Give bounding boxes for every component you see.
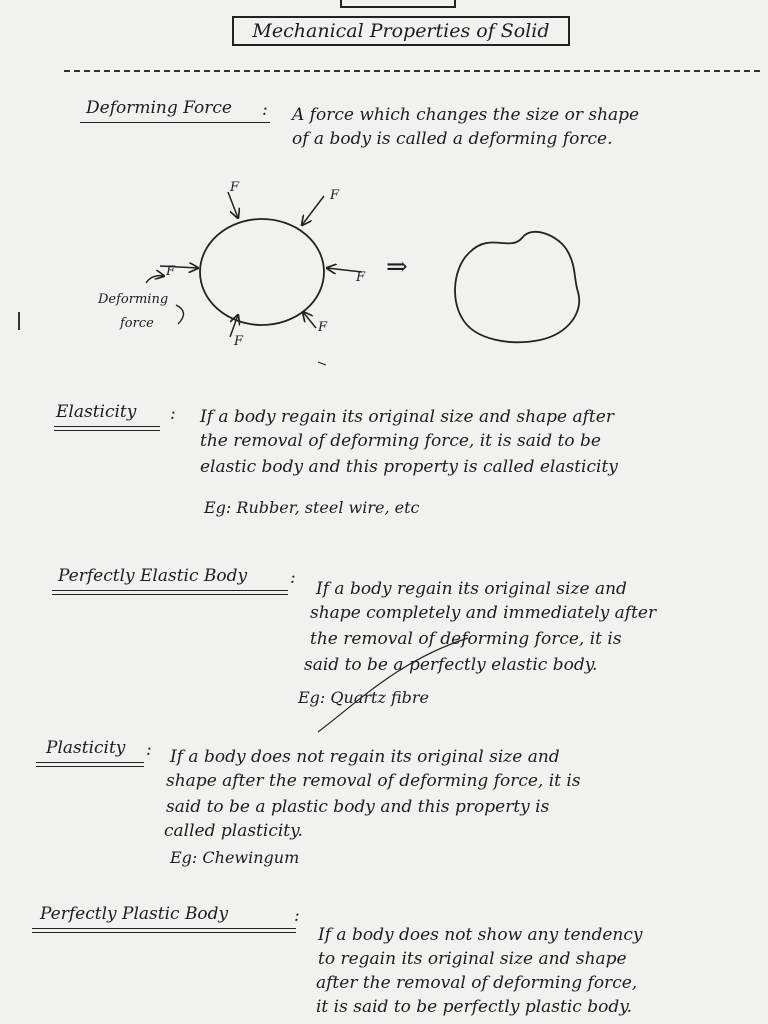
elasticity-example: Eg: Rubber, steel wire, etc	[204, 498, 420, 517]
annotation-force: force	[120, 316, 154, 331]
term-perfectly-plastic: Perfectly Plastic Body	[40, 904, 229, 924]
pl-line-4: called plasticity.	[164, 821, 303, 841]
term-perfectly-elastic: Perfectly Elastic Body	[58, 566, 248, 586]
deforming-line-2: of a body is called a deforming force.	[292, 129, 613, 149]
pl-example: Eg: Chewingum	[170, 848, 300, 867]
pl-line-2: shape after the removal of deforming force, it is	[166, 771, 581, 791]
pp-line-2: to regain its original size and shape	[318, 949, 627, 969]
term-deforming-force: Deforming Force	[86, 98, 232, 118]
force-label-2: F	[330, 188, 340, 203]
underline-pp-2	[32, 932, 296, 933]
pe-example: Eg: Quartz fibre	[298, 688, 429, 707]
pp-line-3: after the removal of deforming force,	[316, 973, 638, 993]
pe-line-2: shape completely and immediately after	[310, 603, 657, 623]
underline-pl-2	[36, 766, 144, 767]
pe-line-1: If a body regain its original size and	[316, 579, 627, 599]
elasticity-line-2: the removal of deforming force, it is said to be	[200, 431, 601, 451]
sep-perfectly-plastic: :	[294, 906, 300, 926]
transform-arrow: ⇒	[386, 252, 408, 282]
elasticity-line-3: elastic body and this property is called elasticity	[200, 457, 618, 477]
elasticity-line-1: If a body regain its original size and shape after	[200, 407, 614, 427]
pl-line-1: If a body does not regain its original size and	[170, 747, 560, 767]
sep-elasticity: :	[170, 404, 176, 424]
pl-line-3: said to be a plastic body and this property is	[166, 797, 550, 817]
annotation-deforming: Deforming	[98, 292, 169, 307]
force-label-3: F	[166, 264, 176, 279]
force-label-1: F	[230, 180, 240, 195]
deforming-line-1: A force which changes the size or shape	[292, 105, 640, 125]
pe-line-3: the removal of deforming force, it is	[310, 629, 622, 649]
underline-pl-1	[36, 762, 144, 763]
term-elasticity: Elasticity	[56, 402, 137, 422]
pp-line-4: it is said to be perfectly plastic body.	[316, 997, 632, 1017]
term-plasticity: Plasticity	[46, 738, 126, 758]
force-label-6: F	[318, 320, 328, 335]
underline-pp-1	[32, 928, 296, 929]
force-label-5: F	[234, 334, 244, 349]
sep-perfectly-elastic: :	[290, 568, 296, 588]
page-title: Mechanical Properties of Solid	[232, 16, 570, 46]
sep-deforming: :	[262, 100, 268, 120]
sep-plasticity: :	[146, 740, 152, 760]
force-label-4: F	[356, 270, 366, 285]
pe-line-4: said to be a perfectly elastic body.	[304, 655, 598, 675]
pp-line-1: If a body does not show any tendency	[318, 925, 643, 945]
